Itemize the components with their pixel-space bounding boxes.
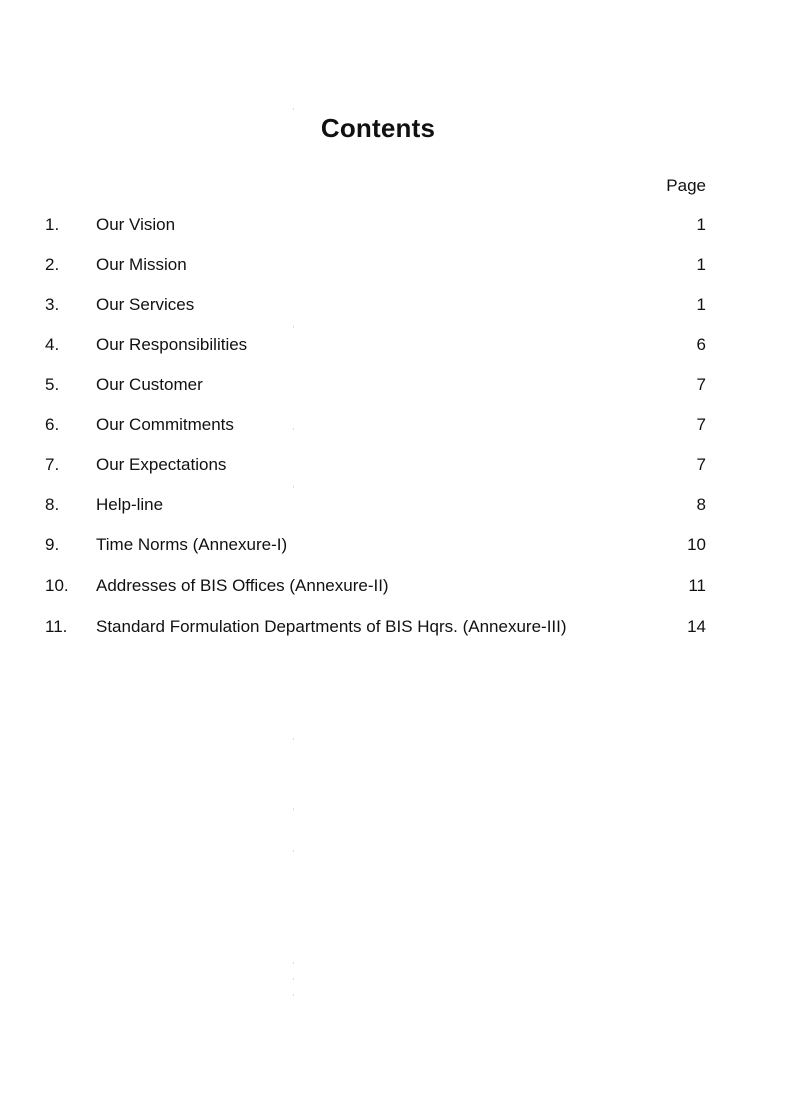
toc-title: Time Norms (Annexure-I) [96, 535, 288, 554]
toc-row [0, 615, 800, 643]
toc-title: Our Customer [96, 375, 203, 394]
toc-title: Our Services [96, 295, 195, 314]
scan-speck [293, 326, 294, 328]
toc-row [0, 373, 800, 401]
toc-title: Our Mission [96, 255, 187, 274]
toc-page-number: 7 [696, 415, 706, 434]
toc-row [0, 333, 800, 361]
toc-page-number: 6 [696, 335, 706, 354]
scan-speck [293, 978, 294, 980]
toc-number: 9. [45, 535, 60, 554]
toc-number: 4. [45, 335, 60, 354]
toc-page-number: 1 [696, 215, 706, 234]
page-column-header: Page [666, 176, 706, 195]
scan-speck [293, 962, 294, 964]
toc-row [0, 453, 800, 481]
scan-speck [293, 850, 294, 852]
toc-number: 5. [45, 375, 60, 394]
toc-title: Addresses of BIS Offices (Annexure-II) [96, 576, 389, 595]
toc-number: 1. [45, 215, 60, 234]
toc-number: 6. [45, 415, 60, 434]
scan-speck [293, 738, 294, 740]
toc-title: Our Responsibilities [96, 335, 248, 354]
toc-number: 3. [45, 295, 60, 314]
scan-speck [293, 994, 294, 996]
toc-row [0, 413, 800, 441]
toc-number: 10. [45, 576, 69, 595]
toc-page-number: 7 [696, 455, 706, 474]
toc-page-number: 1 [696, 295, 706, 314]
scan-speck [293, 486, 294, 488]
toc-number: 7. [45, 455, 60, 474]
toc-page-number: 8 [696, 495, 706, 514]
toc-page-number: 7 [696, 375, 706, 394]
toc-row [0, 213, 800, 241]
toc-number: 8. [45, 495, 60, 514]
toc-page-number: 11 [688, 576, 706, 595]
toc-row [0, 253, 800, 281]
toc-row [0, 493, 800, 521]
toc-page-number: 10 [687, 535, 706, 554]
toc-row [0, 533, 800, 561]
toc-page-number: 14 [687, 617, 706, 636]
toc-title: Help-line [96, 495, 164, 514]
page-title: Contents [320, 113, 436, 143]
toc-title: Our Expectations [96, 455, 227, 474]
toc-page-number: 1 [696, 255, 706, 274]
scan-speck [293, 808, 294, 810]
scan-speck [293, 108, 294, 110]
toc-title: Our Vision [96, 215, 176, 234]
toc-number: 11. [45, 617, 68, 636]
toc-title: Our Commitments [96, 415, 234, 434]
toc-number: 2. [45, 255, 60, 274]
toc-row [0, 293, 800, 321]
toc-row [0, 574, 800, 602]
toc-title: Standard Formulation Departments of BIS Hqrs. (Annexure-III) [96, 617, 567, 636]
scan-speck [293, 428, 294, 430]
